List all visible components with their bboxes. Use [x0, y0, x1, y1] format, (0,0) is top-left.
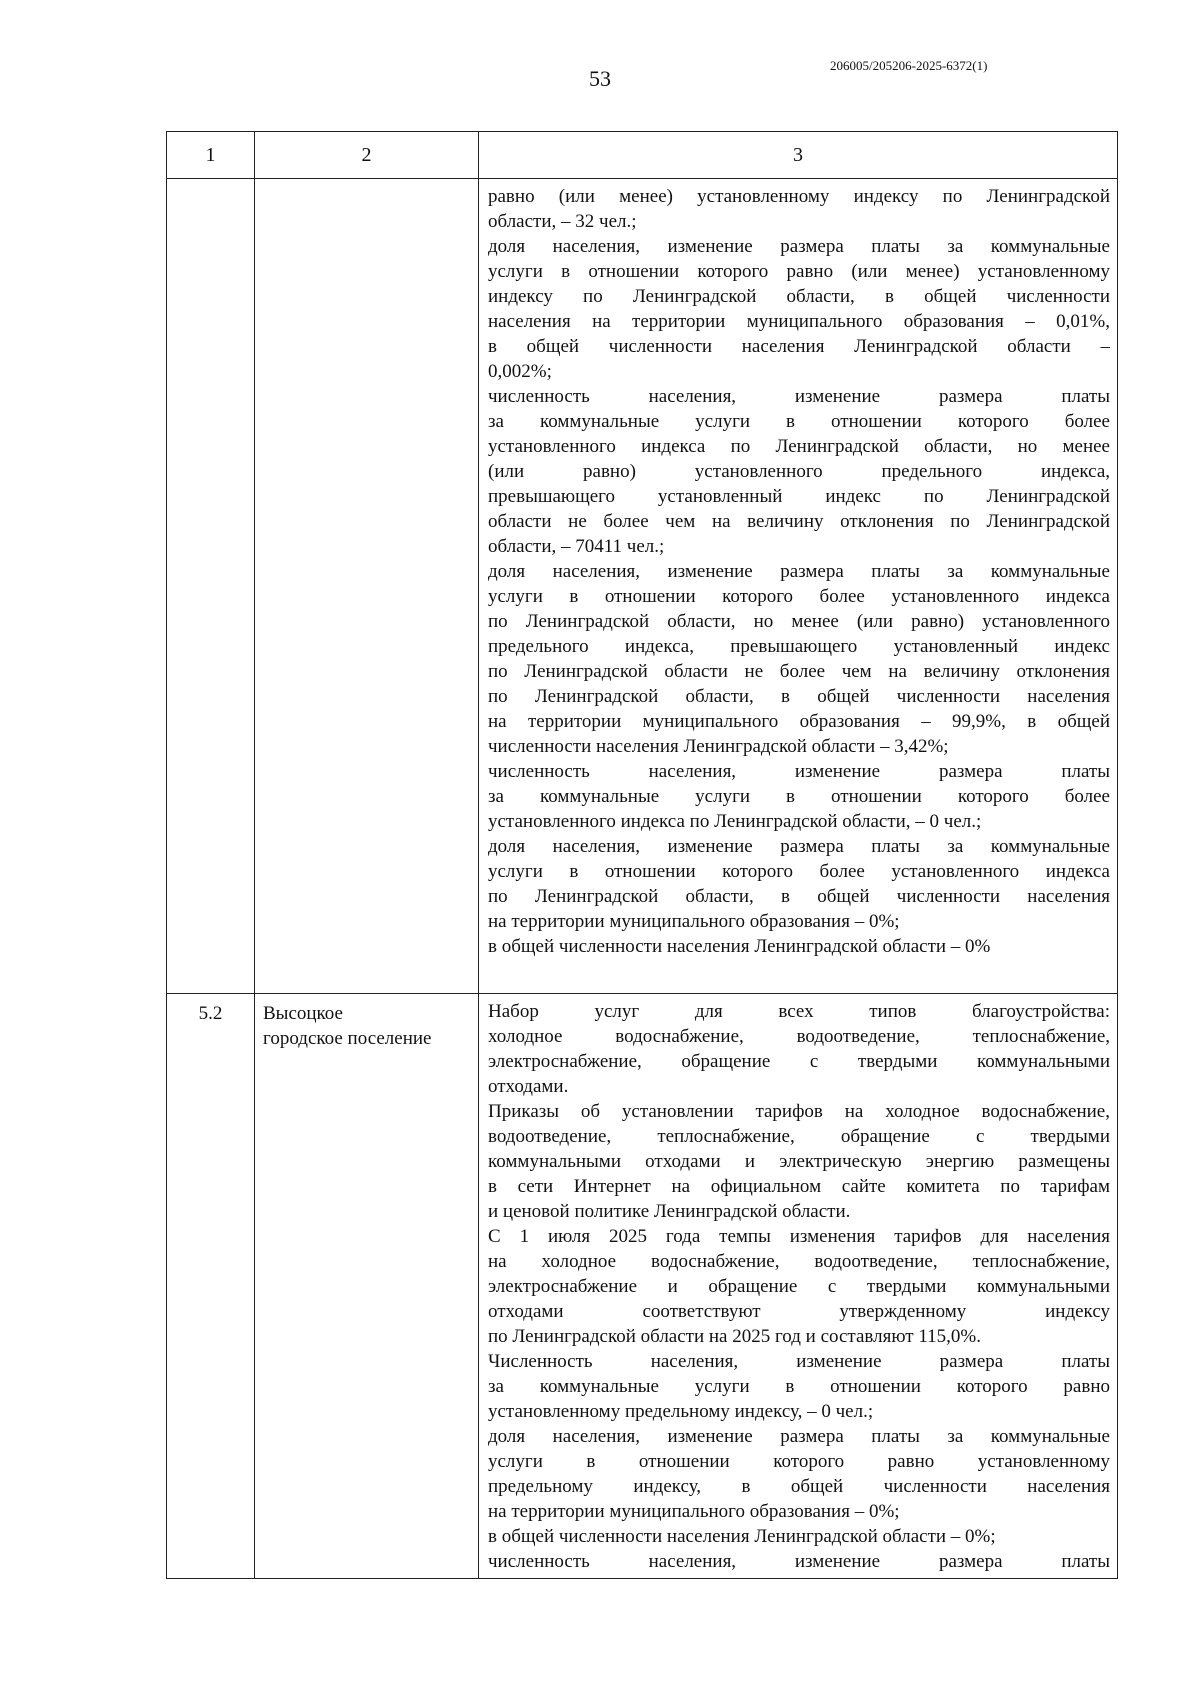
text-line: за коммунальные услуги в отношении которого более [488, 786, 1110, 807]
text-line: Приказы об установлении тарифов на холодное водоснабжение, [488, 1101, 1110, 1122]
table-header-row [167, 132, 1118, 179]
text-line: доля населения, изменение размера платы за коммунальные [488, 1426, 1110, 1447]
column-header-2: 2 [255, 132, 479, 179]
row-name-line: Высоцкое [263, 1003, 343, 1024]
text-line: за коммунальные услуги в отношении которого более [488, 411, 1110, 432]
document-id: 206005/205206-2025-6372(1) [830, 58, 988, 73]
text-line: установленному предельному индексу, – 0 чел.; [488, 1401, 874, 1422]
text-line: Набор услуг для всех типов благоустройства: [488, 1001, 1110, 1022]
text-line: области, – 70411 чел.; [488, 536, 665, 557]
text-line: численность населения, изменение размера платы [488, 1551, 1110, 1572]
text-line: равно (или менее) установленному индексу по Ленинградской [488, 186, 1110, 207]
text-line: по Ленинградской области, в общей численности населения [488, 686, 1110, 707]
text-line: отходами. [488, 1076, 569, 1097]
row-name-cell [255, 994, 479, 1579]
text-line: электроснабжение, обращение с твердыми коммунальными [488, 1051, 1110, 1072]
text-line: водоотведение, теплоснабжение, обращение с твердыми [488, 1126, 1110, 1147]
text-line: индексу по Ленинградской области, в общей численности [488, 286, 1110, 307]
text-line: установленного индекса по Ленинградской области, – 0 чел.; [488, 811, 982, 832]
column-header-3: 3 [479, 132, 1118, 179]
text-line: по Ленинградской области на 2025 год и составляют 115,0%. [488, 1326, 981, 1347]
text-line: доля населения, изменение размера платы за коммунальные [488, 561, 1110, 582]
text-line: в общей численности населения Ленинградской области – 0% [488, 936, 991, 957]
text-line: предельному индексу, в общей численности населения [488, 1476, 1110, 1497]
text-line: Численность населения, изменение размера платы [488, 1351, 1110, 1372]
text-line: области не более чем на величину отклонения по Ленинградской [488, 511, 1110, 532]
page-number: 53 [589, 66, 611, 91]
text-line: в сети Интернет на официальном сайте комитета по тарифам [488, 1176, 1110, 1197]
row-description-cell [479, 179, 1118, 994]
row-description-cell [479, 994, 1118, 1579]
text-line: предельного индекса, превышающего установленный индекс [488, 636, 1110, 657]
row-name-line: городское поселение [263, 1028, 432, 1049]
text-line: коммунальными отходами и электрическую энергию размещены [488, 1151, 1110, 1172]
text-line: отходами соответствуют утвержденному индексу [488, 1301, 1110, 1322]
text-line: в общей численности населения Ленинградской области – [488, 336, 1110, 357]
text-line: за коммунальные услуги в отношении которого равно [488, 1376, 1110, 1397]
text-line: области, – 32 чел.; [488, 211, 637, 232]
text-line: численность населения, изменение размера платы [488, 386, 1110, 407]
row-number-cell [167, 179, 255, 994]
text-line: доля населения, изменение размера платы за коммунальные [488, 836, 1110, 857]
row-name-cell [255, 179, 479, 994]
text-line: (или равно) установленного предельного индекса, [488, 461, 1110, 482]
text-line: и ценовой политике Ленинградской области. [488, 1201, 851, 1222]
text-line: по Ленинградской области не более чем на величину отклонения [488, 661, 1110, 682]
text-line: на холодное водоснабжение, водоотведение, теплоснабжение, [488, 1251, 1110, 1272]
data-table [166, 131, 1118, 1579]
row-number-cell: 5.2 [167, 994, 255, 1579]
text-line: доля населения, изменение размера платы за коммунальные [488, 236, 1110, 257]
text-line: на территории муниципального образования – 99,9%, в общей [488, 711, 1110, 732]
text-line: установленного индекса по Ленинградской области, но менее [488, 436, 1110, 457]
text-line: превышающего установленный индекс по Ленинградской [488, 486, 1110, 507]
text-line: холодное водоснабжение, водоотведение, теплоснабжение, [488, 1026, 1110, 1047]
table-row [167, 994, 1118, 1579]
text-line: услуги в отношении которого более установленного индекса [488, 861, 1110, 882]
text-line: численность населения, изменение размера платы [488, 761, 1110, 782]
text-line: на территории муниципального образования – 0%; [488, 1501, 900, 1522]
text-line: услуги в отношении которого равно (или менее) установленному [488, 261, 1110, 282]
text-line: 0,002%; [488, 361, 552, 382]
column-header-1: 1 [167, 132, 255, 179]
text-line: численности населения Ленинградской области – 3,42%; [488, 736, 949, 757]
text-line: С 1 июля 2025 года темпы изменения тарифов для населения [488, 1226, 1110, 1247]
text-line: по Ленинградской области, в общей численности населения [488, 886, 1110, 907]
text-line: в общей численности населения Ленинградской области – 0%; [488, 1526, 996, 1547]
text-line: населения на территории муниципального образования – 0,01%, [488, 311, 1110, 332]
text-line: по Ленинградской области, но менее (или равно) установленного [488, 611, 1110, 632]
text-line: услуги в отношении которого более установленного индекса [488, 586, 1110, 607]
text-line: электроснабжение и обращение с твердыми коммунальными [488, 1276, 1110, 1297]
table-row [167, 179, 1118, 994]
text-line: услуги в отношении которого равно установленному [488, 1451, 1110, 1472]
text-line: на территории муниципального образования – 0%; [488, 911, 900, 932]
